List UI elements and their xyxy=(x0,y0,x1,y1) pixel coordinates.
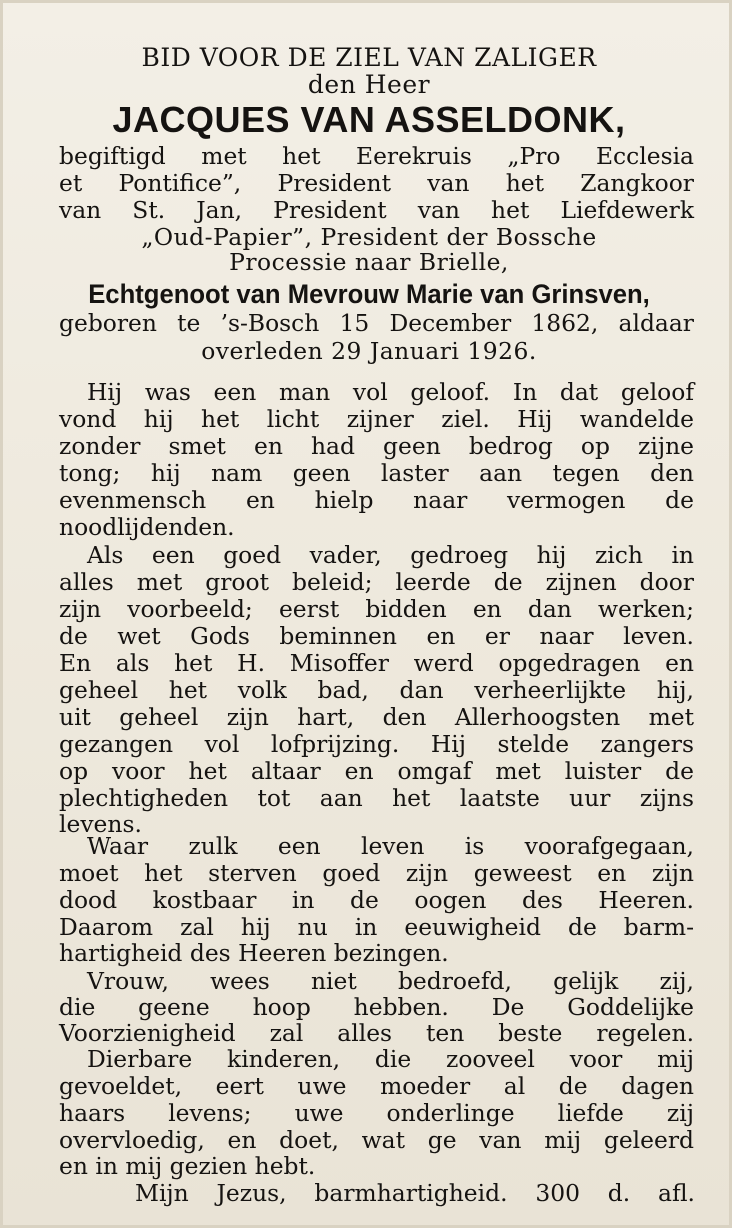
title-line: „Oud-Papier”, President der Bossche xyxy=(141,223,597,251)
paragraph-line: En als het H. Misoffer werd opgedragen en xyxy=(59,649,694,677)
paragraph-line: Daarom zal hij nu in eeuwigheid de barm- xyxy=(59,913,694,941)
paragraph-line: dood kostbaar in de oogen des Heeren. xyxy=(59,886,694,914)
paragraph-line: geheel het volk bad, dan verheerlijkte hij, xyxy=(59,676,694,704)
paragraph-line: op voor het altaar en omgaf met luister de xyxy=(59,757,694,785)
paragraph-line: gezangen vol lofprijzing. Hij stelde zangers xyxy=(59,730,694,758)
paragraph-line: levens. xyxy=(59,810,142,838)
paragraph-line: evenmensch en hielp naar vermogen de xyxy=(59,486,694,514)
paragraph-line: Als een goed vader, gedroeg hij zich in xyxy=(87,541,694,569)
death-line: overleden 29 Januari 1926. xyxy=(201,337,537,365)
paragraph-line: uit geheel zijn hart, den Allerhoogsten met xyxy=(59,703,694,731)
title-line: Processie naar Brielle, xyxy=(229,248,509,276)
paragraph-line: overvloedig, en doet, wat ge van mij geleerd xyxy=(59,1126,694,1154)
paragraph-line: Waar zulk een leven is voorafgegaan, xyxy=(87,832,694,860)
paragraph-line: en in mij gezien hebt. xyxy=(59,1152,316,1180)
paragraph-line: tong; hij nam geen laster aan tegen den xyxy=(59,459,694,487)
paragraph-line: haars levens; uwe onderlinge liefde zij xyxy=(59,1099,694,1127)
spouse-line: Echtgenoot van Mevrouw Marie van Grinsven, xyxy=(88,279,650,309)
paragraph-line: Voorzienigheid zal alles ten beste regelen. xyxy=(59,1019,694,1047)
paragraph-line: de wet Gods beminnen en er naar leven. xyxy=(59,622,694,650)
paragraph-line: zijn voorbeeld; eerst bidden en dan werken; xyxy=(59,595,694,623)
title-line: et Pontifice”, President van het Zangkoor xyxy=(59,169,694,197)
paragraph-line: vond hij het licht zijner ziel. Hij wandelde xyxy=(59,405,694,433)
paragraph-line: moet het sterven goed zijn geweest en zijn xyxy=(59,859,694,887)
paragraph-line: die geene hoop hebben. De Goddelijke xyxy=(59,993,694,1021)
deceased-name: JACQUES VAN ASSELDONK, xyxy=(112,99,626,140)
paragraph-line: hartigheid des Heeren bezingen. xyxy=(59,939,449,967)
paragraph-line: zonder smet en had geen bedrog op zijne xyxy=(59,432,694,460)
indulgence-prayer: Mijn Jezus, barmhartigheid. 300 d. afl. xyxy=(135,1179,695,1207)
header-line: BID VOOR DE ZIEL VAN ZALIGER xyxy=(141,43,597,72)
paragraph-line: gevoeldet, eert uwe moeder al de dagen xyxy=(59,1072,694,1100)
paragraph-line: noodlijdenden. xyxy=(59,513,235,541)
paragraph-line: Dierbare kinderen, die zooveel voor mij xyxy=(87,1045,694,1073)
title-line: begiftigd met het Eerekruis „Pro Ecclesia xyxy=(59,142,694,170)
paragraph-line: Hij was een man vol geloof. In dat geloof xyxy=(87,378,694,406)
title-line: van St. Jan, President van het Liefdewerk xyxy=(59,196,694,224)
paragraph-line: Vrouw, wees niet bedroefd, gelijk zij, xyxy=(87,967,694,995)
paragraph-line: plechtigheden tot aan het laatste uur zijns xyxy=(59,784,694,812)
paragraph-line: alles met groot beleid; leerde de zijnen door xyxy=(59,568,694,596)
birth-line: geboren te ’s-Bosch 15 December 1862, aldaar xyxy=(59,309,694,337)
header-subline: den Heer xyxy=(307,70,431,99)
